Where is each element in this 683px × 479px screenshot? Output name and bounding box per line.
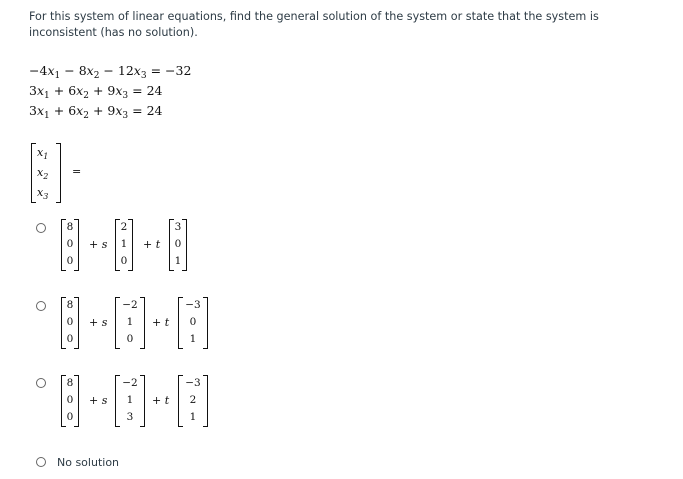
solution-vector: $x_1$ $x_2$ $x_3$ = — [31, 143, 171, 203]
equation-3: $3x_1 + 6x_2 + 9x_3 = 24$ — [29, 103, 163, 121]
option-2-radio[interactable] — [36, 301, 46, 311]
option-1-radio[interactable] — [36, 223, 46, 233]
equation-1: $-4x_1 - 8x_2 - 12x_3 = -32$ — [29, 63, 192, 81]
equation-2: $3x_1 + 6x_2 + 9x_3 = 24$ — [29, 83, 163, 101]
option-4-radio[interactable] — [36, 457, 46, 467]
no-solution-label[interactable]: No solution — [57, 456, 120, 469]
question-text: For this system of linear equations, find the general solution of the system or state that the system is inconsistent (has no solution). — [29, 10, 599, 39]
option-3-radio[interactable] — [36, 378, 46, 388]
equals-sign: = — [72, 165, 82, 178]
